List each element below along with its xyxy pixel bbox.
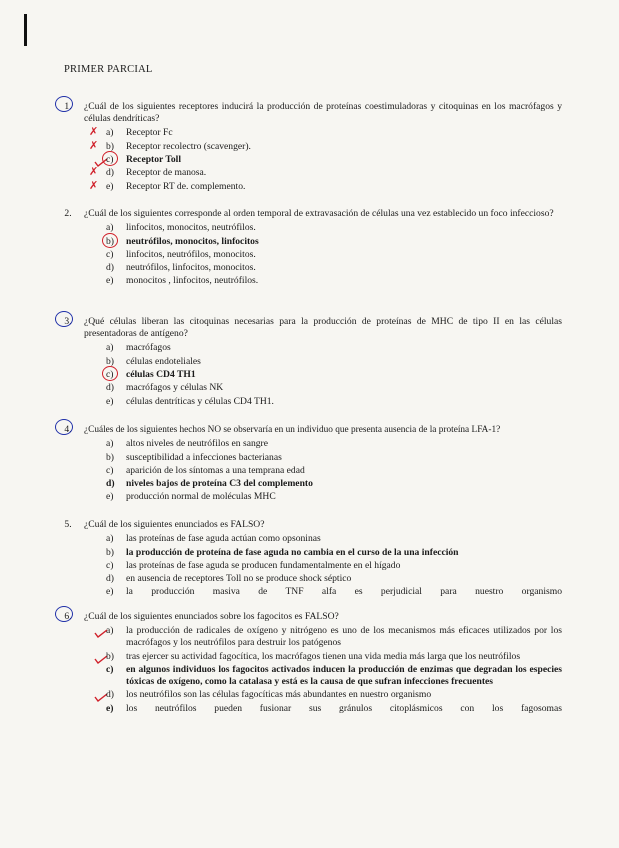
option-b: ✗ b) Receptor recolectro (scavenger). — [89, 138, 251, 152]
option-d: d) niveles bajos de proteína C3 del complemento — [106, 478, 313, 490]
question-text: ¿Cuál de los siguientes enunciados sobre los fagocitos es FALSO? — [84, 611, 339, 622]
question-1 — [64, 101, 562, 194]
option-b: b) tras ejercer su actividad fagocítica, los macrófagos tienen una vida media más larga que los neutrófilos — [106, 651, 562, 664]
options-list — [84, 625, 562, 716]
option-d: d) neutrófilos, linfocitos, monocitos. — [106, 262, 256, 274]
option-a: a) altos niveles de neutrófilos en sangre — [106, 438, 268, 450]
question-5 — [64, 519, 562, 600]
option-b: b) susceptibilidad a infecciones bacterianas — [106, 451, 282, 463]
option-d: ✗ d) Receptor de manosa. — [89, 165, 207, 179]
cross-mark-icon: ✗ — [89, 138, 99, 152]
option-c: c) Receptor Toll — [106, 154, 562, 167]
blue-circle-mark — [55, 96, 73, 112]
question-text: ¿Cuál de los siguientes corresponde al orden temporal de extravasación de células una vez establecido un foco infeccioso? — [84, 208, 554, 219]
options-list — [84, 533, 562, 599]
question-4 — [64, 424, 562, 505]
option-b: b) células endoteliales — [106, 355, 201, 367]
option-a: a) la producción de radicales de oxígeno y nitrógeno es uno de los mecanismos más eficaces utilizados por los macrófagos y los neutrófilos para destruir los patógenos — [106, 625, 562, 650]
question-text: ¿Cuáles de los siguientes hechos NO se observaría en un individuo que presenta ausencia de la proteína LFA-1? — [84, 425, 501, 435]
blue-circle-mark — [55, 606, 73, 622]
question-number: 4. — [64, 424, 72, 435]
option-e: e) producción normal de moléculas MHC — [106, 491, 276, 503]
blue-circle-mark — [55, 419, 73, 435]
cross-mark-icon: ✗ — [89, 165, 99, 179]
question-text: ¿Cuál de los siguientes enunciados es FALSO? — [84, 519, 265, 530]
option-a: ✗ a) Receptor Fc — [89, 125, 173, 139]
option-a: a) linfocitos, monocitos, neutrófilos. — [106, 222, 256, 234]
page-title: PRIMER PARCIAL — [64, 64, 153, 75]
question-text: ¿Cuál de los siguientes receptores inducirá la producción de proteínas coestimuladoras y citoquinas en los macrófagos y células dendríticas? — [84, 101, 562, 125]
option-d: d) los neutrófilos son las células fagocíticas más abundantes en nuestro organismo — [106, 689, 562, 702]
option-e: e) la producción masiva de TNF alfa es perjudicial para nuestro organismo — [106, 586, 562, 598]
option-e: ✗ e) Receptor RT de. complemento. — [89, 178, 246, 192]
option-c: c) las proteínas de fase aguda se producen fundamentalmente en el hígado — [106, 559, 401, 571]
question-number: 1. — [64, 101, 72, 112]
options-list — [84, 127, 562, 193]
question-2 — [64, 208, 562, 289]
option-a: a) las proteínas de fase aguda actúan como opsoninas — [106, 533, 321, 545]
question-number: 6. — [64, 611, 72, 622]
option-c: c) aparición de los síntomas a una temprana edad — [106, 464, 305, 476]
question-number: 3. — [64, 316, 72, 327]
option-c: c) en algunos individuos los fagocitos activados inducen la producción de enzimas que degradan los especies tóxicas de oxígeno, como la catalasa y está es la causa de que sufran infecciones frecuentes — [106, 663, 562, 688]
option-d: d) en ausencia de receptores Toll no se produce shock séptico — [106, 573, 352, 585]
options-list — [84, 222, 562, 288]
question-number: 2. — [64, 208, 72, 219]
options-list — [84, 342, 562, 408]
question-3 — [64, 316, 562, 409]
cross-mark-icon: ✗ — [89, 178, 99, 192]
question-text: ¿Qué células liberan las citoquinas necesarias para la producción de proteínas de MHC de tipo II en las células presentadoras de antígeno? — [84, 316, 562, 340]
question-number: 5. — [64, 519, 72, 530]
option-e: e) monocitos , linfocitos, neutrófilos. — [106, 275, 259, 287]
options-list — [84, 438, 562, 504]
blue-circle-mark — [55, 311, 73, 327]
option-c: c) células CD4 TH1 — [106, 369, 562, 382]
question-6 — [64, 611, 562, 716]
option-c: c) linfocitos, neutrófilos, monocitos. — [106, 248, 256, 260]
option-a: a) macrófagos — [106, 342, 171, 354]
option-e: e) los neutrófilos pueden fusionar sus gránulos citoplásmicos con los fagosomas — [106, 702, 562, 714]
option-d: d) macrófagos y células NK — [106, 382, 224, 394]
binding-mark — [24, 14, 27, 46]
option-b: b) neutrófilos, monocitos, linfocitos — [106, 236, 562, 249]
option-b: b) la producción de proteína de fase aguda no cambia en el curso de la una infección — [106, 546, 459, 558]
cross-mark-icon: ✗ — [89, 125, 99, 139]
option-e: e) células dentríticas y células CD4 TH1. — [106, 395, 274, 407]
